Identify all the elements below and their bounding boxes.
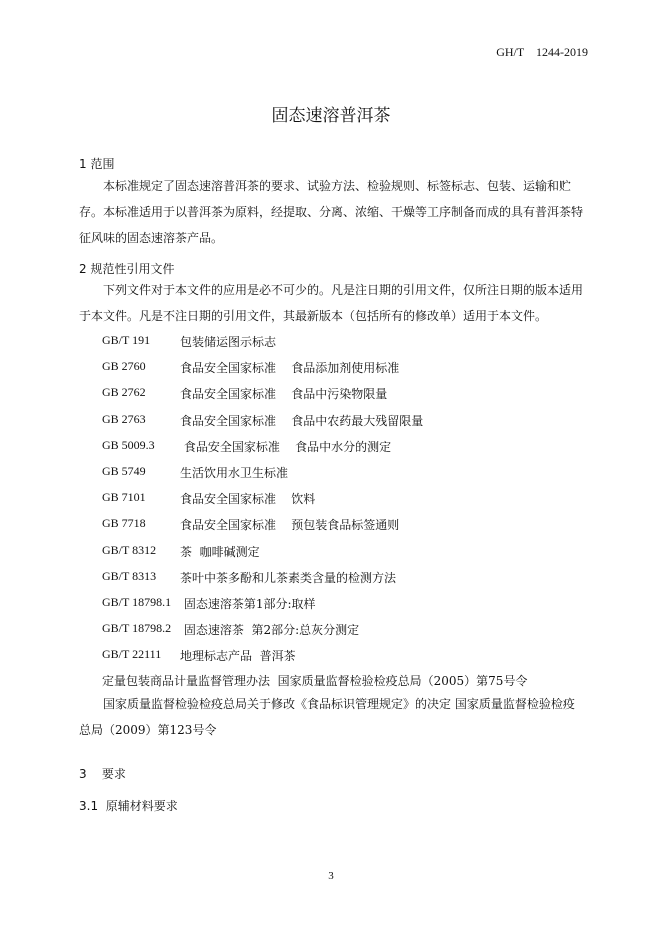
reference-title: 固态速溶茶 第2部分:总灰分测定 bbox=[180, 623, 360, 637]
scope-paragraph-2: 本标准适用于以普洱茶为原料，经提取、分离、浓缩、干燥等工序制备而成的具有普洱茶特征风味的固态速溶茶产品。 bbox=[79, 205, 584, 245]
reference-title: 包装储运图示标志 bbox=[180, 335, 277, 349]
reference-regulation-1: 定量包装商品计量监督管理办法 国家质量监督检验检疫总局（2005）第75号令 bbox=[102, 674, 528, 688]
standard-code: GH/T 1244-2019 bbox=[496, 45, 588, 59]
reference-title: 茶叶中茶多酚和儿茶素类含量的检测方法 bbox=[180, 571, 397, 585]
reference-code: GB 5009.3 bbox=[102, 438, 155, 452]
reference-code: GB 7718 bbox=[102, 516, 146, 530]
reference-title: 固态速溶茶第1部分:取样 bbox=[180, 597, 316, 611]
reference-title: 茶 咖啡碱测定 bbox=[180, 545, 260, 559]
reference-code: GB 2760 bbox=[102, 359, 146, 373]
section-heading-requirements: 3 要求 bbox=[79, 767, 126, 781]
reference-code: GB/T 8313 bbox=[102, 569, 157, 583]
reference-title: 食品安全国家标准 饮料 bbox=[180, 492, 316, 506]
reference-code: GB 2763 bbox=[102, 412, 146, 426]
references-intro-paragraph: 下列文件对于本文件的应用是必不可少的。凡是注日期的引用文件，仅所注日期的版本适用于本文件。凡是不注日期的引用文件，其最新版本（包括所有的修改单）适用于本文件。 bbox=[79, 283, 584, 323]
reference-code: GB 7101 bbox=[102, 490, 146, 504]
reference-title: 食品安全国家标准 预包装食品标签通则 bbox=[180, 518, 400, 532]
reference-title: 食品安全国家标准 食品添加剂使用标准 bbox=[180, 361, 400, 375]
subsection-heading-raw-materials: 3.1 原辅材料要求 bbox=[79, 799, 178, 813]
section-heading-normative-references: 2 规范性引用文件 bbox=[79, 262, 175, 276]
section-heading-scope: 1 范围 bbox=[79, 157, 115, 171]
reference-code: GB/T 22111 bbox=[102, 647, 162, 661]
reference-code: GB/T 18798.1 bbox=[102, 595, 172, 609]
reference-code: GB/T 191 bbox=[102, 333, 151, 347]
reference-title: 食品安全国家标准 食品中污染物限量 bbox=[180, 387, 388, 401]
reference-code: GB 5749 bbox=[102, 464, 146, 478]
reference-title: 食品安全国家标准 食品中水分的测定 bbox=[180, 440, 392, 454]
reference-title: 生活饮用水卫生标准 bbox=[180, 466, 289, 480]
reference-code: GB 2762 bbox=[102, 385, 146, 399]
reference-regulation-2: 国家质量监督检验检疫总局关于修改《食品标识管理规定》的决定 国家质量监督检验检疫总局（2009）第123号令 bbox=[79, 697, 575, 737]
page-number: 3 bbox=[328, 870, 334, 882]
reference-code: GB/T 18798.2 bbox=[102, 621, 172, 635]
document-title: 固态速溶普洱茶 bbox=[271, 106, 391, 126]
reference-title: 食品安全国家标准 食品中农药最大残留限量 bbox=[180, 414, 424, 428]
reference-title: 地理标志产品 普洱茶 bbox=[180, 649, 296, 663]
reference-code: GB/T 8312 bbox=[102, 543, 157, 557]
scope-paragraph-1: 本标准规定了固态速溶普洱茶的要求、试验方法、检验规则、标签标志、包装、运输和贮存。 bbox=[79, 179, 572, 219]
